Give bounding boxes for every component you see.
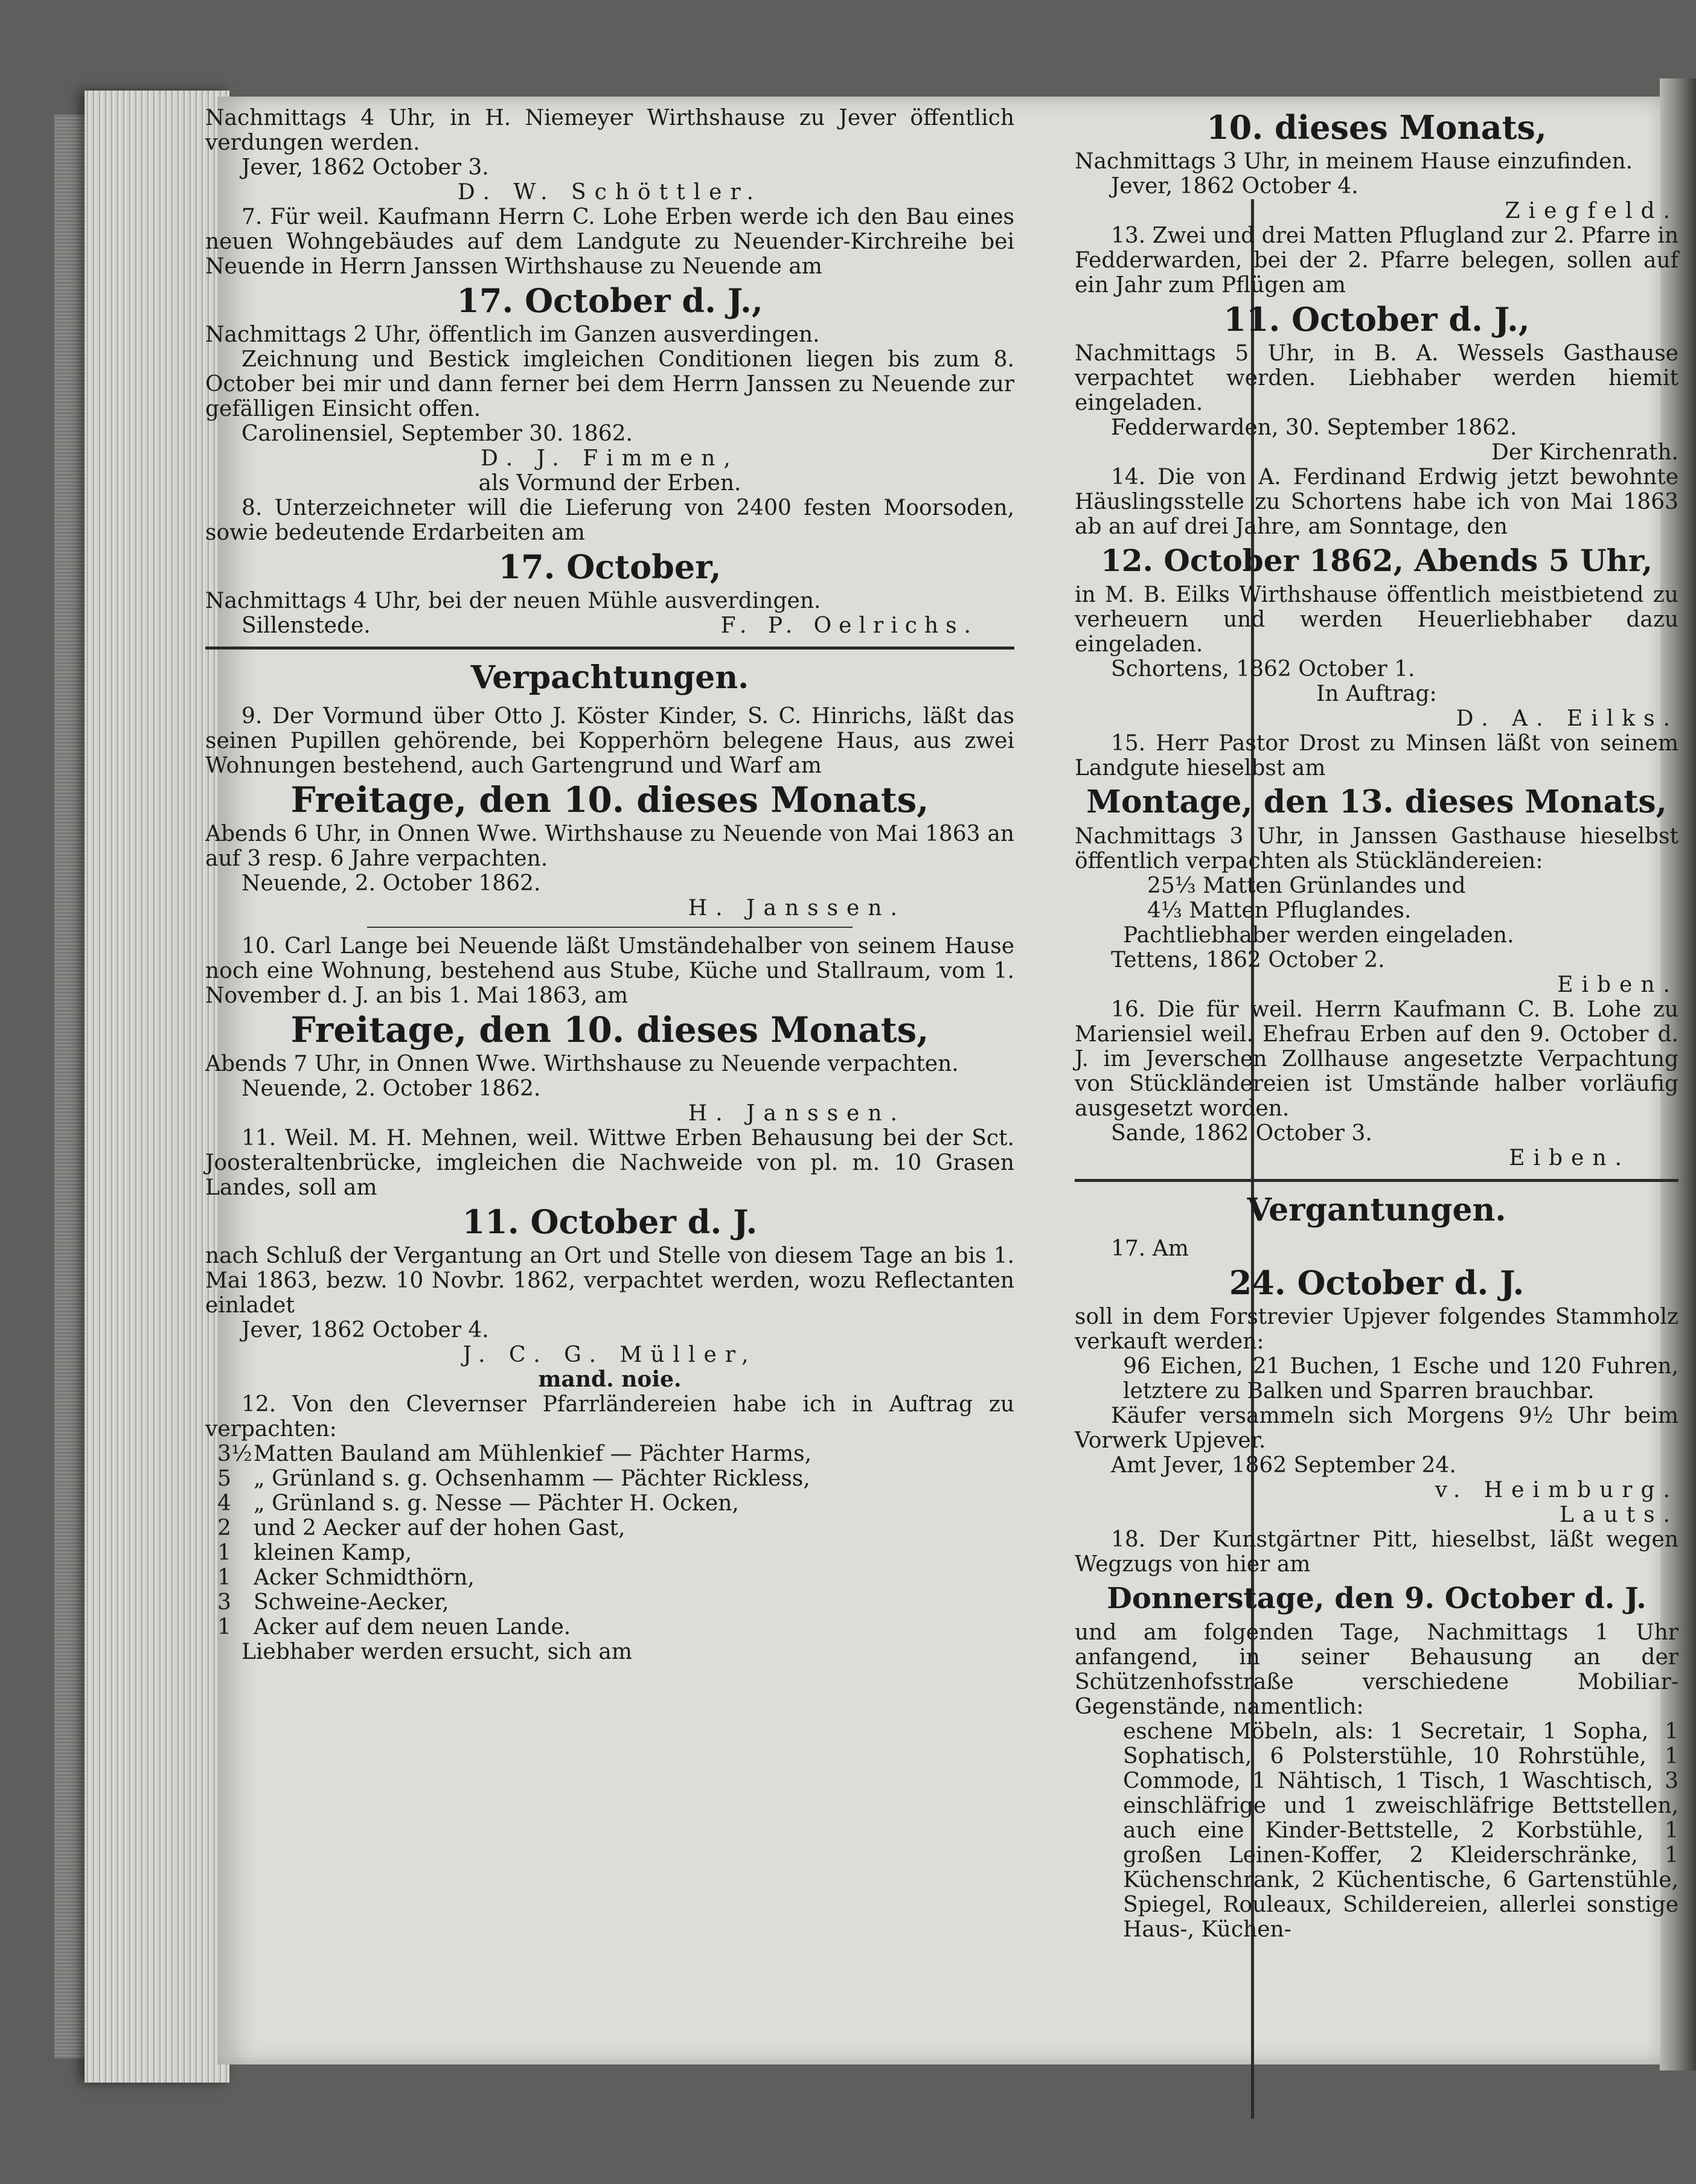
notice-14-place: Schortens, 1862 October 1. xyxy=(1111,657,1415,682)
notice-13-text: Nachmittags 5 Uhr, in B. A. Wessels Gasthause verpachtet werden. Liebhaber werden hiemit eingeladen. xyxy=(1075,341,1678,415)
notice-9-signature: H. Janssen. xyxy=(688,896,906,921)
notice-13: 13. Zwei und drei Matten Pflugland zur 2. Pfarre in Fedderwarden, bei der 2. Pfarre belegen, sollen auf ein Jahr zum Pflügen am xyxy=(1075,223,1678,298)
notice-15-signature: Eiben. xyxy=(1557,972,1678,997)
notice-15: 15. Herr Pastor Drost zu Minsen läßt von seinem Landgute hieselbst am xyxy=(1075,731,1678,781)
notice-18-text: und am folgenden Tage, Nachmittags 1 Uhr anfangend, in seiner Behausung an der Schützenhofsstraße verschiedene Mobiliar-Gegenstände, namentlich: xyxy=(1075,1620,1678,1719)
notice-17-text: soll in dem Forstrevier Upjever folgendes Stammholz verkauft werden: xyxy=(1075,1304,1678,1354)
right-column xyxy=(1075,106,1678,1942)
notice-8-place: Sillenstede. xyxy=(242,613,371,638)
list-item-number: 1 xyxy=(217,1565,231,1590)
list-item xyxy=(217,1590,1014,1615)
notice-7-date: 17. October d. J., xyxy=(456,281,763,320)
list-item-text: Matten Bauland am Mühlenkief — Pächter Harms, xyxy=(254,1442,812,1466)
list-item xyxy=(217,1491,1014,1516)
notice-7: 7. Für weil. Kaufmann Herrn C. Lohe Erben werde ich den Bau eines neuen Wohngebäudes auf dem Landgute zu Neuender-Kirchreihe bei Neuende in Herrn Janssen Wirthshause zu Neuende am xyxy=(205,205,1014,279)
notice-place: Jever, 1862 October 3. xyxy=(242,155,489,180)
notice-14-text: in M. B. Eilks Wirthshause öffentlich meistbietend zu verheuern und werden Heuerliebhaber dazu eingeladen. xyxy=(1075,583,1678,657)
notice-9-date: Freitage, den 10. dieses Monats, xyxy=(290,779,929,820)
section-heading-verpachtungen: Verpachtungen. xyxy=(470,659,749,696)
notice-11: 11. Weil. M. H. Mehnen, weil. Wittwe Erben Behausung bei der Sct. Joosteraltenbrücke, imgleichen die Nachweide von pl. m. 10 Grasen Landes, soll am xyxy=(205,1126,1014,1200)
notice-15-place: Tettens, 1862 October 2. xyxy=(1111,948,1385,972)
list-item-number: 1 xyxy=(217,1541,231,1565)
notice-15-text: Pachtliebhaber werden eingeladen. xyxy=(1123,923,1514,948)
notice-8-signature: F. P. Oelrichs. xyxy=(720,613,978,638)
notice-11-date: 11. October d. J. xyxy=(462,1202,758,1241)
notice-8-text: Nachmittags 4 Uhr, bei der neuen Mühle ausverdingen. xyxy=(205,589,821,613)
notice-12-place: Jever, 1862 October 4. xyxy=(1111,174,1358,199)
list-item xyxy=(217,1541,1014,1565)
notice-17-items: 96 Eichen, 21 Buchen, 1 Esche und 120 Fuhren, letztere zu Balken und Sparren brauchbar. xyxy=(1123,1354,1678,1403)
notice-12-signature: Ziegfeld. xyxy=(1505,199,1678,223)
notice-12-text: Nachmittags 3 Uhr, in meinem Hause einzufinden. xyxy=(1075,149,1633,174)
list-item-text: und 2 Aecker auf der hohen Gast, xyxy=(254,1516,626,1541)
notice-17-text: Käufer versammeln sich Morgens 9½ Uhr beim Vorwerk Upjever. xyxy=(1075,1403,1678,1453)
notice-14: 14. Die von A. Ferdinand Erdwig jetzt bewohnte Häuslingsstelle zu Schortens habe ich von Mai 1863 ab an auf drei Jahre, am Sonntage, den xyxy=(1075,465,1678,539)
list-item-text: „ Grünland s. g. Ochsenhamm — Pächter Rickless, xyxy=(254,1466,810,1491)
notice-12-list xyxy=(205,1442,1014,1640)
notice-11-text: nach Schluß der Vergantung an Ort und Stelle von diesem Tage an bis 1. Mai 1863, bezw. 10 Novbr. 1862, verpachtet werden, wozu Reflectanten einladet xyxy=(205,1244,1014,1318)
notice-16: 16. Die für weil. Herrn Kaufmann C. B. Lohe zu Mariensiel weil. Ehefrau Erben auf den 9. October d. J. im Jeverschen Zollhause angesetzte Verpachtung von Stückländereien ist Umstände halber vorläufig ausgesetzt worden. xyxy=(1075,997,1678,1121)
list-item xyxy=(217,1565,1014,1590)
notice-9-place: Neuende, 2. October 1862. xyxy=(242,871,541,896)
list-item-number: 4 xyxy=(217,1491,231,1516)
notice-15-item: 4⅓ Matten Pfluglandes. xyxy=(1147,898,1412,923)
list-item-number: 1 xyxy=(217,1615,231,1640)
notice-15-text: Nachmittags 3 Uhr, in Janssen Gasthause hieselbst öffentlich verpachten als Stückländereien: xyxy=(1075,824,1678,873)
notice-17-signature: v. Heimburg. xyxy=(1435,1478,1678,1502)
section-heading-vergantungen: Vergantungen. xyxy=(1247,1192,1506,1228)
notice-rule xyxy=(367,927,853,928)
notice-12: 12. Von den Clevernser Pfarrländereien habe ich in Auftrag zu verpachten: xyxy=(205,1392,1014,1442)
list-item xyxy=(217,1466,1014,1491)
notice-11-signature-role: mand. noie. xyxy=(538,1367,682,1392)
notice-18-date: Donnerstage, den 9. October d. J. xyxy=(1107,1582,1646,1615)
notice-14-signature: D. A. Eilks. xyxy=(1456,706,1678,731)
notice-10-signature: H. Janssen. xyxy=(688,1101,906,1126)
notice-14-commission: In Auftrag: xyxy=(1316,682,1437,706)
list-item-number: 3½ xyxy=(217,1442,252,1466)
notice-14-date: 12. October 1862, Abends 5 Uhr, xyxy=(1100,543,1653,578)
list-item-number: 2 xyxy=(217,1516,231,1541)
notice-18: 18. Der Kunstgärtner Pitt, hieselbst, läßt wegen Wegzugs von hier am xyxy=(1075,1527,1678,1577)
list-item-text: Acker auf dem neuen Lande. xyxy=(254,1615,571,1640)
notice-13-signature: Der Kirchenrath. xyxy=(1491,440,1678,465)
notice-16-signature: Eiben. xyxy=(1509,1146,1630,1170)
section-rule xyxy=(205,647,1014,650)
notice-10-place: Neuende, 2. October 1862. xyxy=(242,1076,541,1101)
notice-8-date: 17. October, xyxy=(498,548,722,586)
list-item xyxy=(217,1615,1014,1640)
list-item-text: „ Grünland s. g. Nesse — Pächter H. Ocken, xyxy=(254,1491,739,1516)
notice-text: Nachmittags 4 Uhr, in H. Niemeyer Wirthshause zu Jever öffentlich verdungen werden. xyxy=(205,106,1014,155)
notice-8-footer xyxy=(205,613,1014,638)
notice-17-date: 24. October d. J. xyxy=(1229,1263,1525,1302)
notice-17: 17. Am xyxy=(1111,1236,1189,1261)
list-item-number: 3 xyxy=(217,1590,231,1615)
list-item xyxy=(217,1442,1014,1466)
notice-7-signature-role: als Vormund der Erben. xyxy=(478,471,741,496)
notice-11-place: Jever, 1862 October 4. xyxy=(242,1318,489,1343)
notice-17-place: Amt Jever, 1862 September 24. xyxy=(1111,1453,1456,1478)
notice-10-date: Freitage, den 10. dieses Monats, xyxy=(290,1009,929,1050)
notice-11-signature: J. C. G. Müller, xyxy=(462,1343,757,1367)
section-rule xyxy=(1075,1179,1678,1182)
notice-10-text: Abends 7 Uhr, in Onnen Wwe. Wirthshause zu Neuende verpachten. xyxy=(205,1052,959,1076)
list-item-text: Schweine-Aecker, xyxy=(254,1590,449,1615)
list-item-text: kleinen Kamp, xyxy=(254,1541,412,1565)
notice-9: 9. Der Vormund über Otto J. Köster Kinder, S. C. Hinrichs, läßt das seinen Pupillen gehörende, bei Kopperhörn belegene Haus, aus zwei Wohnungen bestehend, auch Gartengrund und Warf am xyxy=(205,704,1014,778)
list-item xyxy=(217,1516,1014,1541)
left-column xyxy=(205,106,1014,1664)
notice-13-place: Fedderwarden, 30. September 1862. xyxy=(1111,415,1517,440)
notice-7-text: Nachmittags 2 Uhr, öffentlich im Ganzen ausverdingen. xyxy=(205,322,820,347)
notice-16-place: Sande, 1862 October 3. xyxy=(1111,1121,1372,1146)
list-item-text: Acker Schmidthörn, xyxy=(254,1565,475,1590)
notice-17-signature: Lauts. xyxy=(1560,1502,1678,1527)
notice-12-date: 10. dieses Monats, xyxy=(1206,108,1547,147)
notice-13-date: 11. October d. J., xyxy=(1223,300,1530,339)
notice-15-date: Montage, den 13. dieses Monats, xyxy=(1086,784,1667,820)
notice-7-signature: D. J. Fimmen, xyxy=(481,446,739,471)
notice-10: 10. Carl Lange bei Neuende läßt Umständehalber von seinem Hause noch eine Wohnung, bestehend aus Stube, Küche und Stallraum, vom 1. November d. J. an bis 1. Mai 1863, am xyxy=(205,934,1014,1008)
notice-7-place: Carolinensiel, September 30. 1862. xyxy=(242,421,633,446)
list-item-number: 5 xyxy=(217,1466,231,1491)
notice-12-text: Liebhaber werden ersucht, sich am xyxy=(242,1640,632,1664)
notice-18-list: eschene Möbeln, als: 1 Secretair, 1 Sopha, 1 Sophatisch, 6 Polsterstühle, 10 Rohrstühle, 1 Commode, 1 Nähtisch, 1 Tisch, 1 Waschtisch, 3 einschläfrige und 1 zweischläfrige Bettstellen, auch eine Kinder-Bettstelle, 2 Korbstühle, 1 großen Leinen-Koffer, 2 Kleiderschränke, 1 Küchenschrank, 2 Küchentische, 6 Gartenstühle, Spiegel, Rouleaux, Schildereien, allerlei sonstige Haus-, Küchen- xyxy=(1123,1719,1678,1942)
notice-7-text: Zeichnung und Bestick imgleichen Conditionen liegen bis zum 8. October bei mir und dann ferner bei dem Herrn Janssen zu Neuende zur gefälligen Einsicht offen. xyxy=(205,347,1014,421)
notice-8: 8. Unterzeichneter will die Lieferung von 2400 festen Moorsoden, sowie bedeutende Erdarbeiten am xyxy=(205,496,1014,545)
notice-9-text: Abends 6 Uhr, in Onnen Wwe. Wirthshause zu Neuende von Mai 1863 an auf 3 resp. 6 Jahre verpachten. xyxy=(205,822,1014,871)
notice-signature: D. W. Schöttler. xyxy=(457,180,763,205)
notice-15-item: 25⅓ Matten Grünlandes und xyxy=(1147,873,1466,898)
